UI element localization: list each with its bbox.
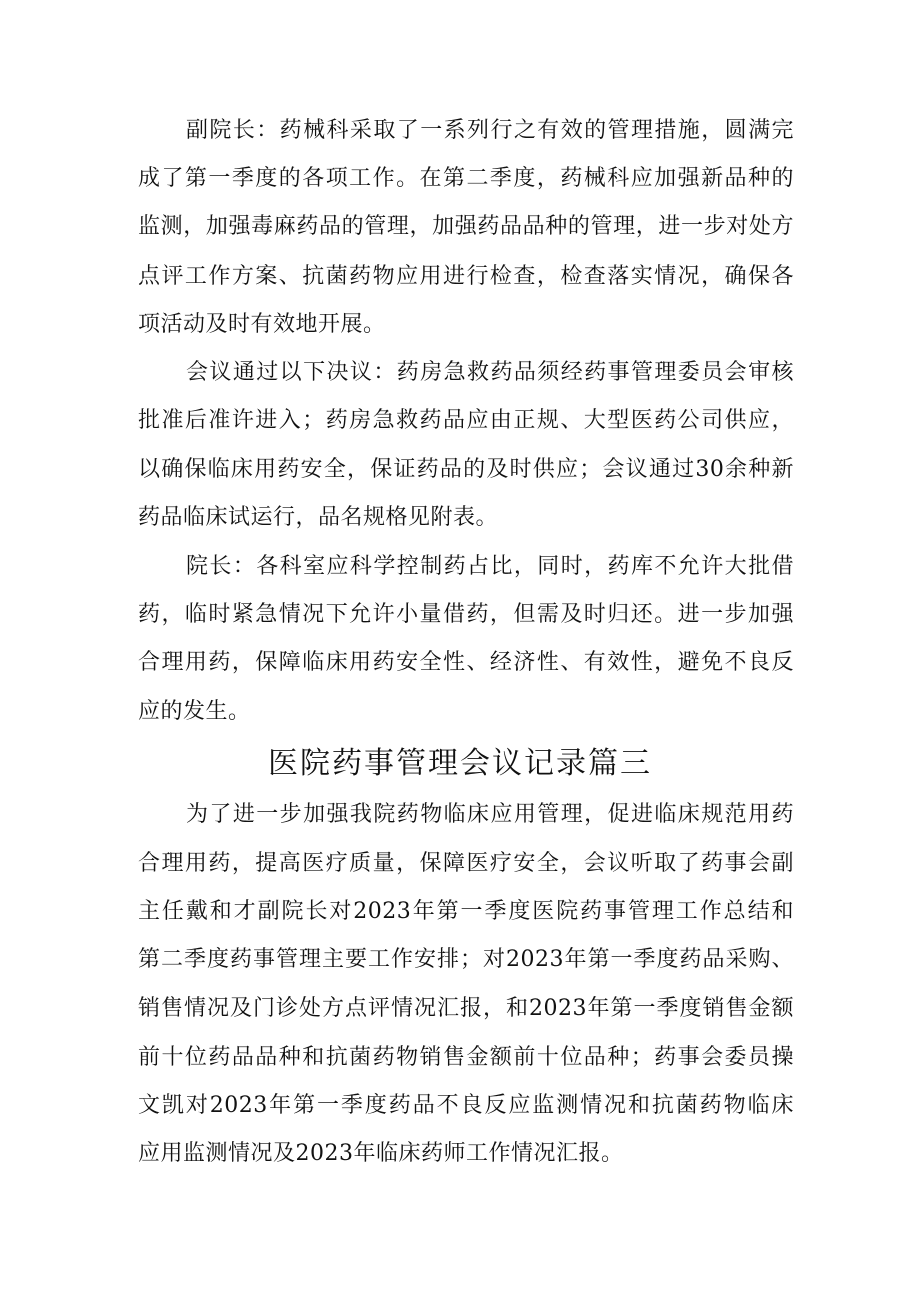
section-paragraph-line-8: 应用监测情况及2023年临床药师工作情况汇报。 bbox=[138, 1141, 624, 1166]
paragraph-1-line-4: 点评工作方案、抗菌药物应用进行检查，检查落实情况，确保各 bbox=[138, 264, 794, 289]
section-paragraph-line-2: 合理用药，提高医疗质量，保障医疗安全，会议听取了药事会副 bbox=[138, 851, 794, 876]
paragraph-1-line-2: 成了第一季度的各项工作。在第二季度，药械科应加强新品种的 bbox=[138, 166, 794, 191]
section-paragraph-line-6: 前十位药品品种和抗菌药物销售金额前十位品种；药事会委员操 bbox=[138, 1045, 794, 1070]
section-paragraph-line-1: 为了进一步加强我院药物临床应用管理，促进临床规范用药 bbox=[186, 802, 794, 827]
paragraph-2-line-1: 会议通过以下决议：药房急救药品须经药事管理委员会审核 bbox=[186, 360, 794, 385]
paragraph-2-line-2: 批准后准许进入；药房急救药品应由正规、大型医药公司供应， bbox=[138, 408, 794, 433]
section-paragraph-line-7: 文凯对2023年第一季度药品不良反应监测情况和抗菌药物临床 bbox=[138, 1093, 794, 1118]
paragraph-3-line-4: 应的发生。 bbox=[138, 699, 251, 724]
section-title: 医院药事管理会议记录篇三 bbox=[268, 746, 652, 781]
paragraph-3-line-2: 药，临时紧急情况下允许小量借药，但需及时归还。进一步加强 bbox=[138, 602, 794, 627]
paragraph-3-line-1: 院长：各科室应科学控制药占比，同时，药库不允许大批借 bbox=[186, 554, 794, 579]
section-paragraph-line-4: 第二季度药事管理主要工作安排；对2023年第一季度药品采购、 bbox=[138, 947, 794, 972]
paragraph-2-line-4: 药品临床试运行，品名规格见附表。 bbox=[138, 505, 499, 530]
paragraph-1-line-1: 副院长：药械科采取了一系列行之有效的管理措施，圆满完 bbox=[186, 118, 794, 143]
paragraph-3-line-3: 合理用药，保障临床用药安全性、经济性、有效性，避免不良反 bbox=[138, 650, 794, 675]
paragraph-1-line-3: 监测，加强毒麻药品的管理，加强药品品种的管理，进一步对处方 bbox=[138, 214, 794, 239]
section-paragraph-line-5: 销售情况及门诊处方点评情况汇报，和2023年第一季度销售金额 bbox=[138, 996, 794, 1021]
paragraph-2-line-3: 以确保临床用药安全，保证药品的及时供应；会议通过30余种新 bbox=[138, 457, 794, 482]
section-paragraph-line-3: 主任戴和才副院长对2023年第一季度医院药事管理工作总结和 bbox=[138, 899, 794, 924]
paragraph-1-line-5: 项活动及时有效地开展。 bbox=[138, 312, 386, 337]
